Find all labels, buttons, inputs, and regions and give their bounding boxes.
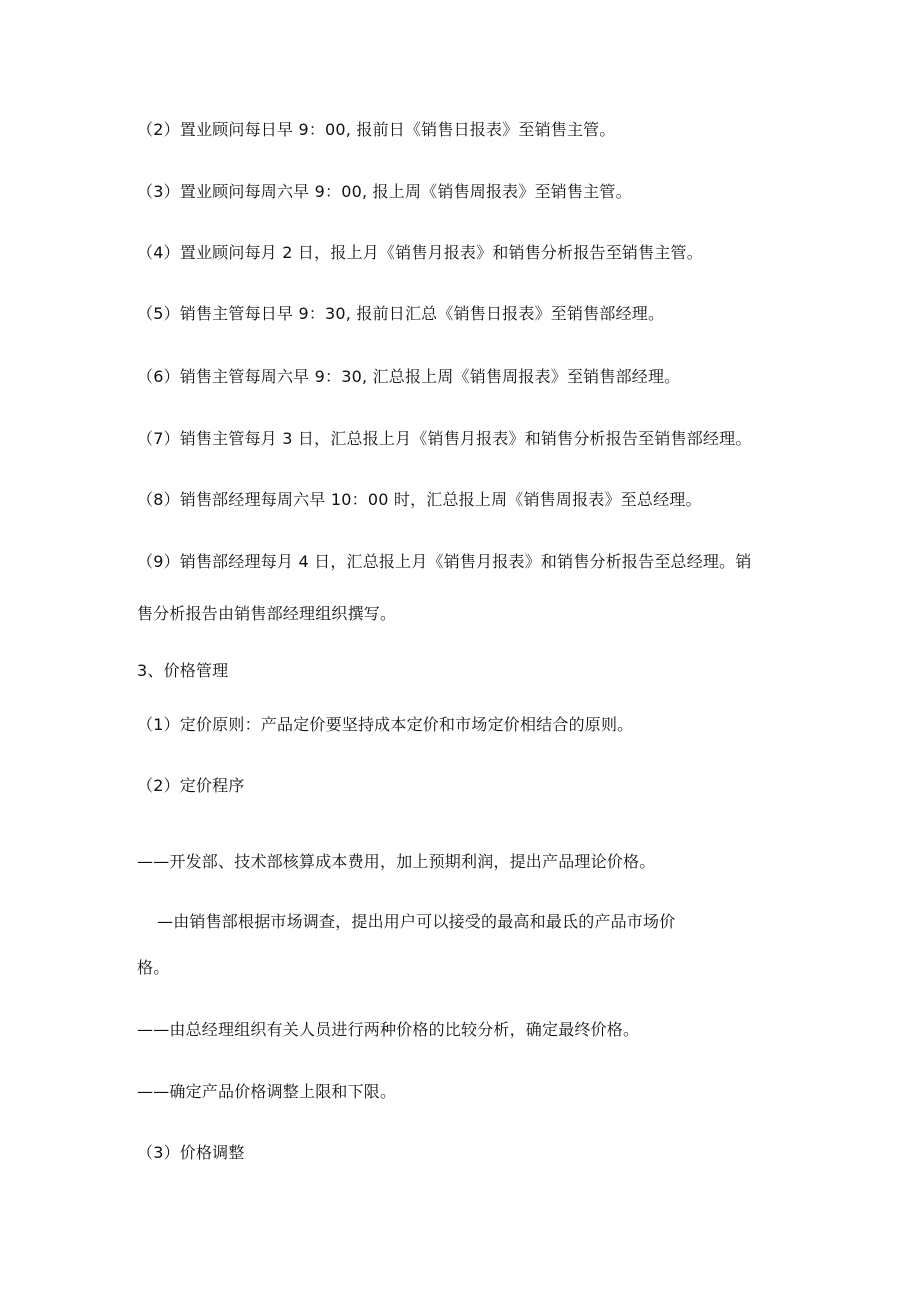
procedure-step-limits: ——确定产品价格调整上限和下限。	[137, 1082, 397, 1101]
paragraph-item-7: （7）销售主管每月 3 日，汇总报上月《销售月报表》和销售分析报告至销售部经理。	[137, 429, 752, 448]
paragraph-item-2: （2）置业顾问每日早 9：00, 报前日《销售日报表》至销售主管。	[137, 120, 616, 139]
paragraph-item-9: （9）销售部经理每月 4 日，汇总报上月《销售月报表》和销售分析报告至总经理。销	[137, 552, 752, 571]
paragraph-item-6: （6）销售主管每周六早 9：30, 汇总报上周《销售周报表》至销售部经理。	[137, 367, 681, 386]
paragraph-item-9-continued: 售分析报告由销售部经理组织撰写。	[137, 604, 397, 623]
pricing-procedure-heading: （2）定价程序	[137, 776, 245, 795]
procedure-step-cost: ——开发部、技术部核算成本费用，加上预期利润，提出产品理论价格。	[137, 852, 656, 871]
price-adjustment-heading: （3）价格调整	[137, 1143, 245, 1162]
paragraph-item-3: （3）置业顾问每周六早 9：00, 报上周《销售周报表》至销售主管。	[137, 182, 632, 201]
section-heading-price-management: 3、价格管理	[137, 661, 229, 680]
pricing-principle: （1）定价原则：产品定价要坚持成本定价和市场定价相结合的原则。	[137, 715, 634, 734]
procedure-step-compare: ——由总经理组织有关人员进行两种价格的比较分析，确定最终价格。	[137, 1020, 640, 1039]
procedure-step-market: —由销售部根据市场调查，提出用户可以接受的最高和最氐的产品市场价	[157, 912, 676, 931]
procedure-step-market-continued: 格。	[137, 958, 170, 977]
paragraph-item-4: （4）置业顾问每月 2 日，报上月《销售月报表》和销售分析报告至销售主管。	[137, 243, 703, 262]
paragraph-item-8: （8）销售部经理每周六早 10：00 时，汇总报上周《销售周报表》至总经理。	[137, 490, 702, 509]
paragraph-item-5: （5）销售主管每日早 9：30, 报前日汇总《销售日报表》至销售部经理。	[137, 304, 665, 323]
